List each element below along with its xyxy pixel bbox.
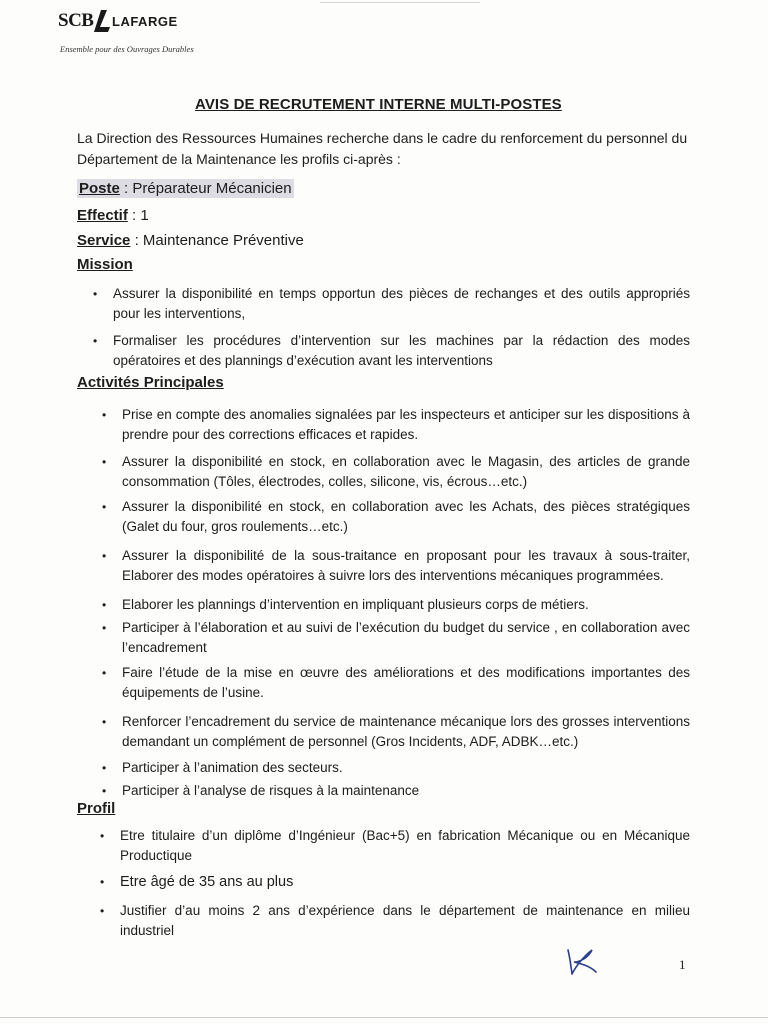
lafarge-mark-icon: [94, 10, 112, 34]
company-logo: [58, 10, 208, 60]
poste-label: Poste: [79, 180, 120, 197]
activite-item: • Elaborer les plannings d’intervention en impliquant plusieurs corps de métiers.: [102, 597, 589, 612]
profil-item: • Etre titulaire d’un diplôme d’Ingénieur (Bac+5) en fabrication Mécanique ou en Mécanique Productique: [100, 828, 690, 863]
activite-item: • Assurer la disponibilité de la sous-traitance en proposant pour les travaux à sous-traiter, Elaborer des modes opératoires à suivre lors des interventions mécaniques programmées.: [102, 548, 690, 583]
poste-highlight: [77, 179, 294, 198]
activite-item: • Faire l’étude de la mise en œuvre des améliorations et des modifications importantes des équipements de l’usine.: [102, 665, 690, 700]
profil-heading: Profil: [77, 800, 116, 817]
activite-item: • Participer à l’analyse de risques à la maintenance: [102, 783, 420, 798]
activite-item: • Participer à l’animation des secteurs.: [102, 760, 343, 775]
logo-slogan: Ensemble pour des Ouvrages Durables: [60, 44, 194, 54]
activite-item: • Assurer la disponibilité en stock, en collaboration avec le Magasin, des articles de grande consommation (Tôles, électrodes, colles, silicone, vis, écrous…etc.): [102, 454, 690, 489]
scan-edge-line: [320, 2, 480, 3]
logo-lafarge-text: LAFARGE: [112, 14, 178, 29]
mission-heading: Mission: [77, 256, 133, 273]
service-value: : Maintenance Préventive: [134, 232, 304, 249]
poste-field: [77, 180, 294, 197]
page-number: 1: [679, 957, 686, 972]
activite-item: • Assurer la disponibilité en stock, en collaboration avec les Achats, des pièces stratégiques (Galet du four, gros roulements…etc.): [102, 499, 690, 534]
mission-item: • Formaliser les procédures d’intervention sur les machines par la rédaction des modes opératoires et des plannings d’exécution avant les interventions: [93, 333, 690, 368]
mission-item: • Assurer la disponibilité en temps opportun des pièces de rechanges et des outils appropriés pour les interventions,: [93, 286, 690, 321]
activite-item: • Prise en compte des anomalies signalées par les inspecteurs et anticiper sur les dispositions à prendre pour des corrections efficaces et rapides.: [102, 407, 690, 442]
activite-item: • Renforcer l’encadrement du service de maintenance mécanique lors des grosses interventions demandant un complément de personnel (Gros Incidents, ADF, ADBK…etc.): [102, 714, 690, 749]
activites-heading: Activités Principales: [77, 374, 224, 391]
activite-item: • Participer à l’élaboration et au suivi de l’exécution du budget du service , en collaboration avec l’encadrement: [102, 620, 690, 655]
effectif-field: [77, 207, 149, 224]
effectif-label: Effectif: [77, 207, 128, 224]
page-title: AVIS DE RECRUTEMENT INTERNE MULTI-POSTES: [195, 96, 562, 113]
effectif-value: : 1: [132, 207, 149, 224]
poste-value: : Préparateur Mécanicien: [124, 180, 292, 197]
service-label: Service: [77, 232, 131, 249]
scan-bottom-edge: [0, 1017, 768, 1018]
profil-item: • Etre âgé de 35 ans au plus: [100, 874, 294, 890]
profil-item: • Justifier d’au moins 2 ans d’expérience dans le département de maintenance en milieu industriel: [100, 903, 690, 938]
service-field: [77, 232, 304, 249]
intro-paragraph: La Direction des Ressources Humaines recherche dans le cadre du renforcement du personnel du Département de la Maintenance les profils ci-après :: [77, 130, 688, 167]
signature-mark-icon: [562, 944, 606, 978]
logo-scb-text: SCB: [58, 10, 94, 31]
